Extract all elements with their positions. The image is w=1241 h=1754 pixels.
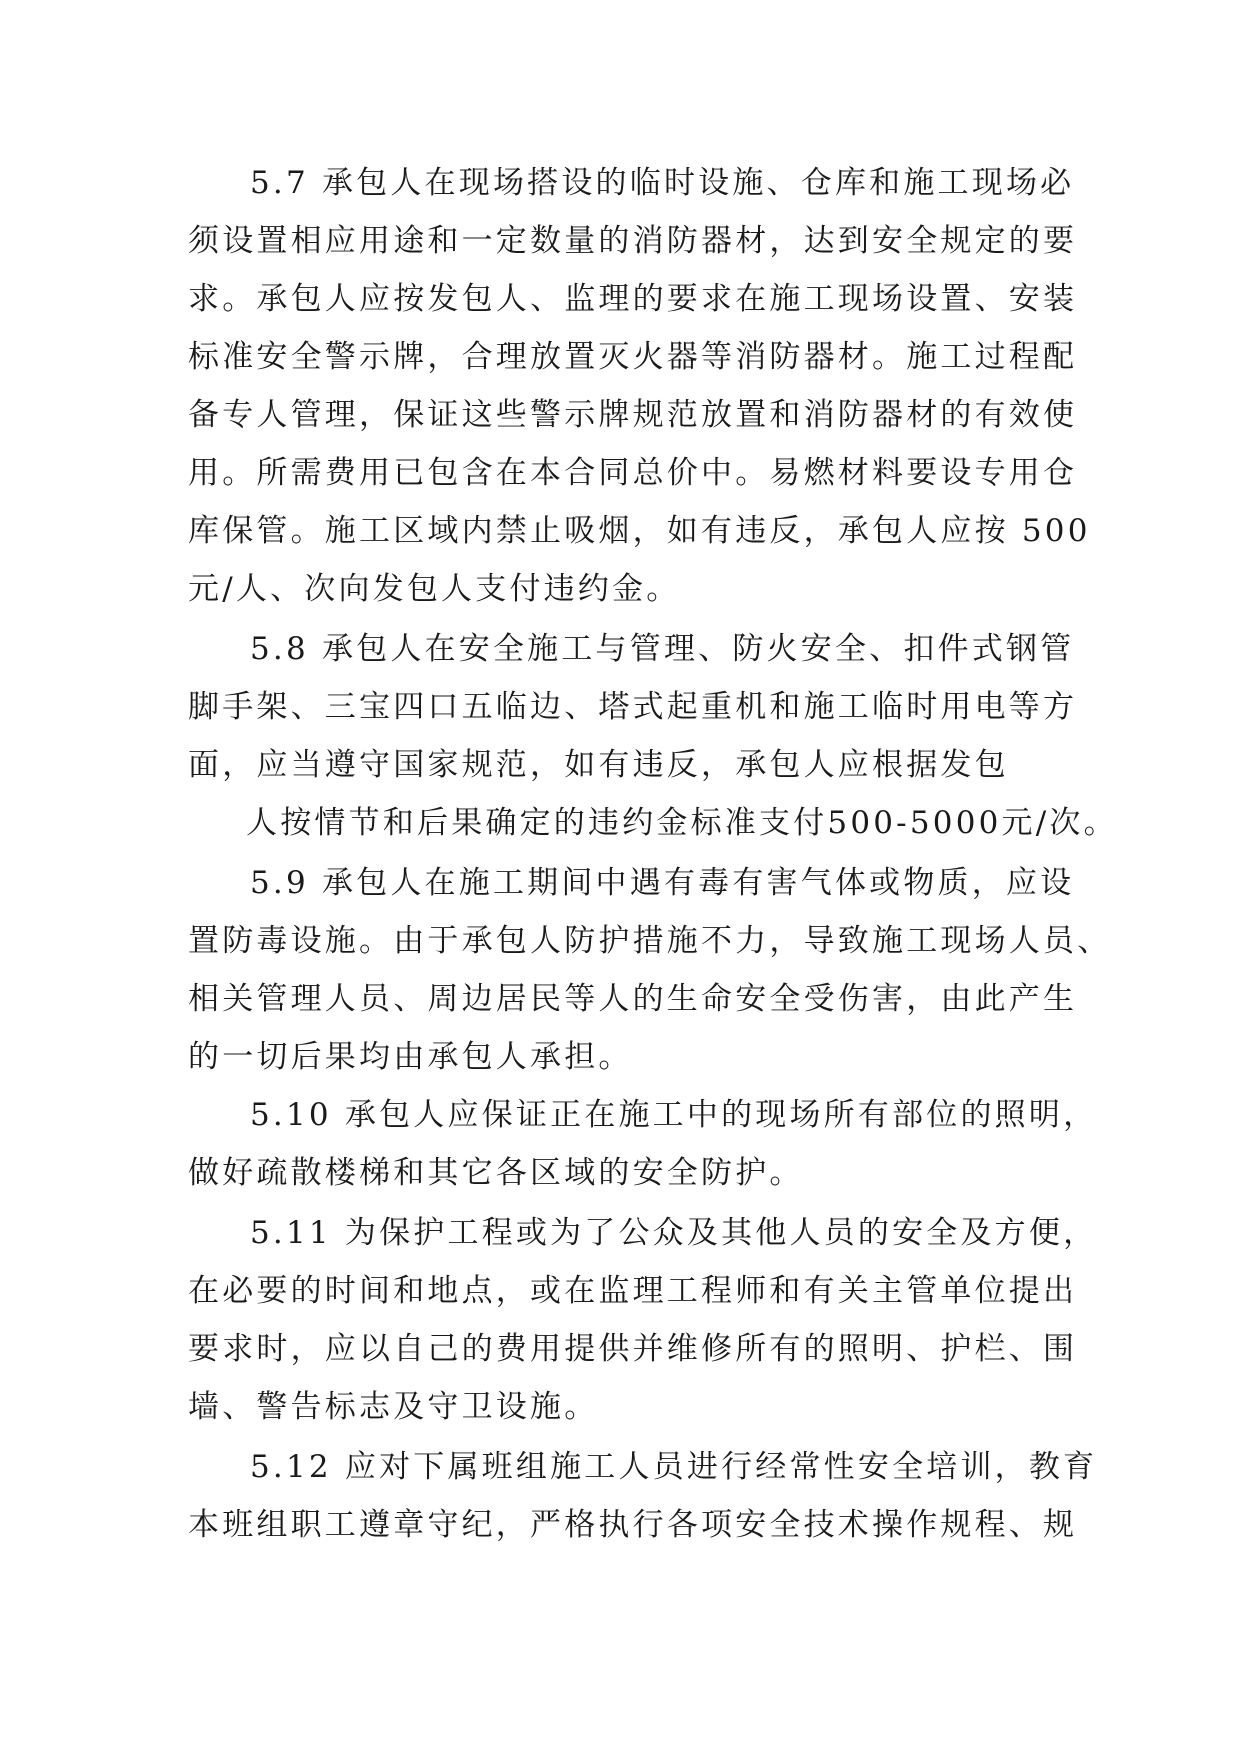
text-line: 元/人、次向发包人支付违约金。 <box>188 571 681 607</box>
text-line: 标准安全警示牌，合理放置灭火器等消防器材。施工过程配 <box>188 339 1078 375</box>
text-line: 须设置相应用途和一定数量的消防器材，达到安全规定的要 <box>188 223 1078 259</box>
text-line: 相关管理人员、周边居民等人的生命安全受伤害，由此产生 <box>188 981 1078 1017</box>
text-line: 5.7 承包人在现场搭设的临时设施、仓库和施工现场必 <box>250 165 1075 201</box>
text-line: 5.10 承包人应保证正在施工中的现场所有部位的照明， <box>250 1097 1098 1133</box>
text-line: 面，应当遵守国家规范，如有违反，承包人应根据发包 <box>188 747 1009 783</box>
text-line: 5.11 为保护工程或为了公众及其他人员的安全及方便， <box>250 1215 1098 1251</box>
text-line: 5.12 应对下属班组施工人员进行经常性安全培训，教育 <box>250 1449 1098 1485</box>
text-line: 库保管。施工区域内禁止吸烟，如有违反，承包人应按 500 <box>188 513 1091 549</box>
text-line: 置防毒设施。由于承包人防护措施不力，导致施工现场人员、 <box>188 923 1112 959</box>
text-line: 做好疏散楼梯和其它各区域的安全防护。 <box>188 1155 804 1191</box>
text-line: 脚手架、三宝四口五临边、塔式起重机和施工临时用电等方 <box>188 689 1078 725</box>
text-line: 本班组职工遵章守纪，严格执行各项安全技术操作规程、规 <box>188 1507 1078 1543</box>
text-line: 在必要的时间和地点，或在监理工程师和有关主管单位提出 <box>188 1273 1078 1309</box>
text-line: 墙、警告标志及守卫设施。 <box>188 1389 599 1425</box>
text-line: 5.9 承包人在施工期间中遇有毒有害气体或物质，应设 <box>250 865 1075 901</box>
text-line: 的一切后果均由承包人承担。 <box>188 1039 633 1075</box>
text-line: 要求时，应以自己的费用提供并维修所有的照明、护栏、围 <box>188 1331 1078 1367</box>
text-line: 求。承包人应按发包人、监理的要求在施工现场设置、安装 <box>188 281 1078 317</box>
text-line: 5.8 承包人在安全施工与管理、防火安全、扣件式钢管 <box>250 631 1075 667</box>
text-line: 备专人管理，保证这些警示牌规范放置和消防器材的有效使 <box>188 397 1078 433</box>
text-line: 人按情节和后果确定的违约金标准支付500-5000元/次。 <box>246 805 1118 841</box>
text-line: 用。所需费用已包含在本合同总价中。易燃材料要设专用仓 <box>188 455 1078 491</box>
